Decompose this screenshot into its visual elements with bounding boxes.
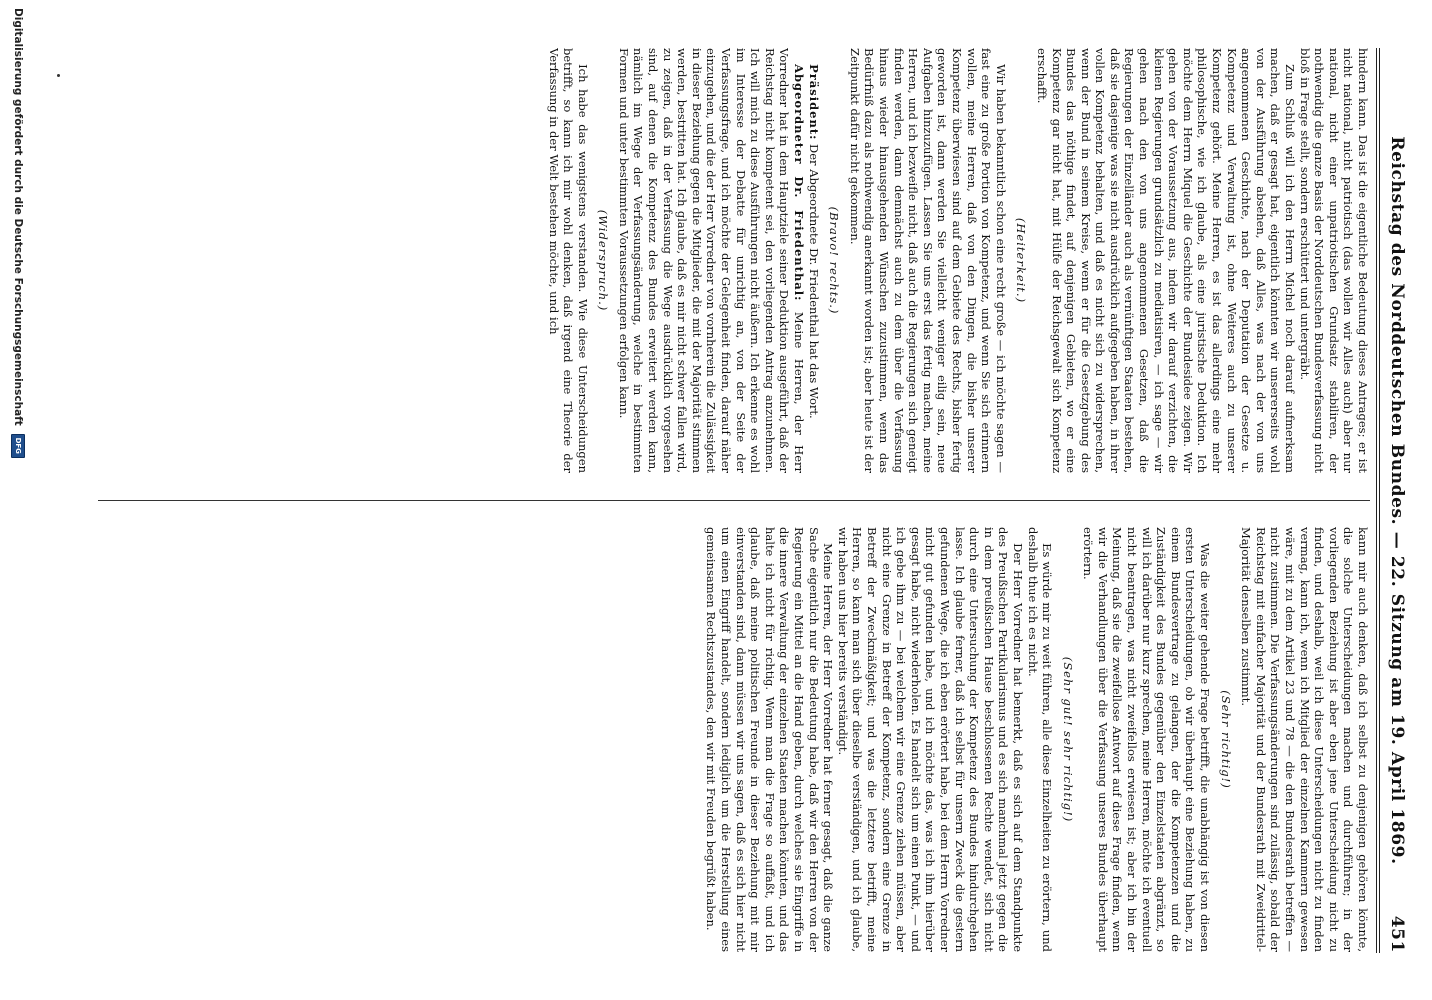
- dfg-logo-icon: DFG: [11, 434, 25, 458]
- running-header: [1382, 48, 1412, 953]
- left-column: [98, 48, 1370, 473]
- speech-text: Der Abgeordnete Dr. Friedenthal hat das Wort.: [806, 144, 821, 419]
- paragraph: Es würde mir zu weit führen, alle diese Einzelheiten zu erörtern, und deshalb thue ich es nicht.: [1025, 527, 1055, 952]
- header-rule: [1379, 48, 1380, 953]
- paragraph: Wir haben bekanntlich schon eine recht große — ich möchte sagen — fast eine zu große Portion von Kompetenz, und wenn Sie sich erinnern wollen, meine Herren, daß von den Dingen, die bisher unserer Kompetenz überwiesen sind auf dem Gebiete des Rechts, bisher fertig geworden ist, dann werden Sie vielleicht weniger eilig sein, neue Aufgaben hinzuzufügen. Lassen Sie uns erst das fertig machen, meine Herren, und ich bezweifle nicht, daß auch die Regierungen sich geneigt finden werden, dann demnächst auch zu dem über die Verfassung hinaus wieder hinausgehenden Wünschen zuzustimmen, wenn das Bedürfniß dazu als nothwendig anerkannt worden ist; aber heute ist der Zeitpunkt dafür nicht gekommen.: [847, 48, 1008, 473]
- page-number: 451: [1387, 915, 1407, 953]
- paragraph: Ich habe das wenigstens verstanden. Wie diese Unterscheidungen betrifft, so kann ich mir wohl denken, daß irgend eine Theorie der Verfassung in der Welt bestehen möchte, und ich: [546, 48, 590, 473]
- speaker-name: Präsident:: [806, 64, 821, 141]
- right-column: [98, 527, 1370, 952]
- paragraph: Meine Herren, der Herr Vorredner hat ferner gesagt, daß die ganze Sache eigentlich nur die Bedeutung habe, daß wir den Herren von der Regierung ein Mittel an die Hand geben, durch welches sie Eingriffe in die innere Verwaltung der einzelnen Staaten machen könnten, und das halte ich nicht für richtig. Wenn man die Frage so auffaßt, und ich glaube, daß meine politischen Freunde in dieser Beziehung mit mir einverstanden sind, dann müssen wir uns sagen, daß es sich hier nicht um einen Eingriff handelt, sondern lediglich um die Herstellung eines gemeinsamen Rechtszustandes, den wir mit Freuden begrüßt haben.: [704, 527, 836, 952]
- paragraph: kann mir auch denken, daß ich selbst zu denjenigen gehören könnte, die solche Unterscheidungen machen und durchführen; in der vorliegenden Beziehung ist aber eben jene Unterscheidung nicht zu finden, und deshalb, weil ich diese Unterscheidungen nicht zu finden vermag, kann ich, wenn ich Mitglied der einzelnen Kammern gewesen wäre, mit zu dem Artikel 23 und 78 — die den Bundesrath betreffen — nicht zustimmen. Die Verfassungsänderungen sind zulässig, sobald der Reichstag mit einfacher Majorität und der Bundesrath mit Zweidrittel-Majorität denselben zustimmt.: [1239, 527, 1370, 952]
- scan-speck: [57, 74, 60, 77]
- paragraph: Was die weiter gehende Frage betrifft, die unabhängig ist von diesen ersten Unterscheidungen, ob wir überhaupt eine Beziehung haben, zu einem Bundesvertrage zu gelangen, der die Kompetenzen und die Zuständigkeit des Bundes gegenüber den Einzelstaaten abgränzt, so will ich darüber nur kurz sprechen, meine Herren, möchte ich eventuell nicht beantragen, was nicht zweifellos erwiesen ist; aber ich bin der Meinung, daß sie die zweifellose Antwort auf diese Frage finden, wenn wir die Verhandlungen über die Verfassung unseres Bundes überhaupt erörtern.: [1081, 527, 1213, 952]
- digitization-footer: [9, 8, 27, 993]
- speaker-paragraph: [806, 48, 821, 473]
- column-divider: [98, 500, 1370, 501]
- stage-direction: (Bravo! rechts.): [827, 206, 842, 315]
- speaker-name: Abgeordneter Dr. Friedenthal:: [792, 64, 807, 302]
- stage-direction: (Widerspruch.): [596, 209, 611, 312]
- header-rule-double: [1376, 48, 1377, 953]
- paragraph: Zum Schluß will ich den Herrn Michel noch darauf aufmerksam machen, daß er gesagt hat, eigentlich könnten wir unsererseits wohl von der Ausführung absehen, daß Alles, was nach der von uns angenommenen Geschichte, nach der Deputation der Gesetze u. Kompetenz und Verwaltung ist, ohne Weiteres auch zu unserer Kompetenz gehört. Meine Herren, es ist das allerdings eine mehr philosophische, wie ich glaube, als eine juristische Deduktion. Ich möchte dem Herrn Miquel die Geschichte der Bundesidee zeigen. Wir gehen von der Voraussetzung aus, indem wir darauf verzichten, die kleinen Regierungen grundsätzlich zu mediatisiren, — ich sage — wir gehen nach den von uns angenommenen Gesetzen, daß die Regierungen der Einzelländer auch als vernünftigen Staaten bestehen, daß sie dasjenige was sie nicht ausdrücklich aufgegeben haben, in ihrer vollen Kompetenz behalten, und daß es nicht sich zu widersprechen, wenn der Bund in seinem Kreise, wenn er für die Gesetzgebung des Bundes das nöthige findet, auf denjenigen Gebieten, wo er eine Kompetenz gar nicht hat, mit Hülfe der Reichsgewalt sich Kompetenz erschafft.: [1034, 48, 1298, 473]
- stage-direction: (Heiterkeit.): [1014, 217, 1029, 304]
- header-title: Reichstag des Norddeutschen Bundes. — 22. Sitzung am 19. April 1869.: [1387, 136, 1407, 865]
- paragraph: Der Herr Vorredner hat bemerkt, daß es sich auf dem Standpunkte des Preußischen Partikularismus und es sich manchmal jetzt gegen die in dem preußischen Hause beschlossenen Rechte wendet, sich nicht durch eine Untersuchung der Kompetenz des Bundes hindurchgehen lasse. Ich glaube ferner, daß ich selbst für unsern Zweck die gestern gefundenen Wege, die ich eben erörtert habe, bei dem Herrn Vorredner nicht gut gefunden habe, und ich möchte das, was ich ihm hierüber gesagt habe, nicht wiederholen. Es handelt sich um einen Punkt, — und ich gebe ihm zu — bei welchem wir eine Grenze ziehen müssen, aber nicht eine Grenze in Betreff der Kompetenz, sondern eine Grenze in Betreff der Zweckmäßigkeit; und was die letztere betrifft, meine Herren, so kann man sich über dieselbe verständigen, und ich glaube, wir haben uns hier bereits verständigt.: [835, 527, 1025, 952]
- speaker-paragraph: [616, 48, 806, 473]
- stage-direction: (Sehr richtig!): [1218, 690, 1233, 789]
- stage-direction: (Sehr gut! sehr richtig!): [1060, 656, 1075, 823]
- speech-text: Meine Herren, der Herr Vorredner hat in dem Hauptziele seiner Deduktion ausgeführt, daß der Reichstag nicht kompetent sei, den vorliegenden Antrag anzunehmen. Ich will mich zu diese Ausführungen nicht äußern. Ich erkenne es wohl im Interesse der Debatte für unrichtig an, von der Seite der Verfassungsfrage, und ich möchte der Gelegenheit finden, darauf näher einzugehen, und die der Herr Vorredner von vornherein die Zulässigkeit in dieser Beziehung gegen die Mitglieder, die mit der Majorität stimmen werden, bestritten hat. Ich glaube, daß es mir nicht schwer fallen wird, zu zeigen, daß in der Verfassung die Wege ausdrücklich vorgesehen sind, auf denen die Kompetenz des Bundes erweitert werden kann, nämlich im Wege der Verfassungsänderung, welche in bestimmten Formen und unter bestimmten Voraussetzungen erfolgen kann.: [616, 48, 807, 473]
- paragraph: hindern kann. Das ist die eigentliche Bedeutung dieses Antrages; er ist nicht national, nicht patriotisch (das wollen wir Alles auch) aber nur national, nicht einer unpatriotischen Grundsatz stabiliren, der nothwendig die ganze Basis der Norddeutschen Bundesverfassung nicht bloß in Frage stellt, sondern erschüttert und untergräbt.: [1297, 48, 1370, 473]
- footer-text: Digitalisierung gefördert durch die Deutsche Forschungsgemeinschaft: [12, 8, 24, 426]
